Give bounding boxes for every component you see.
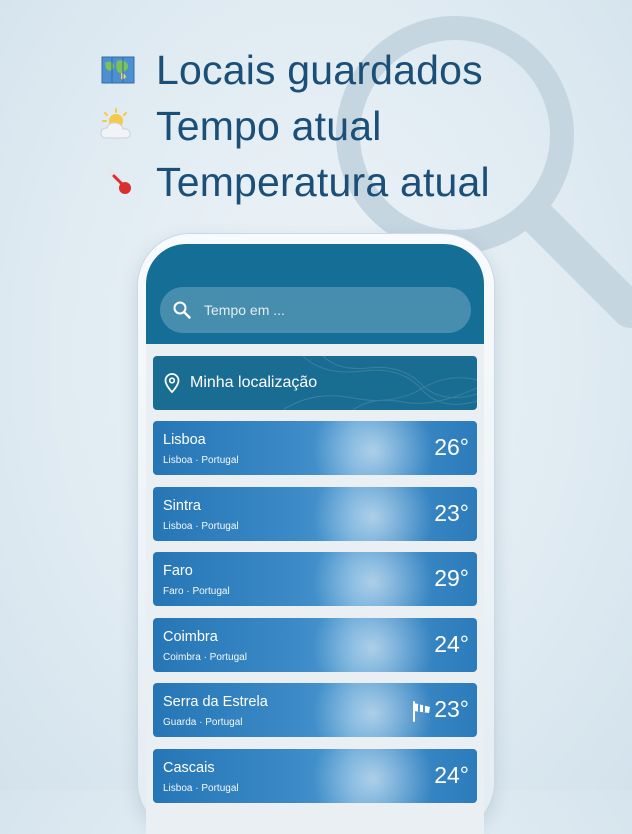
city-temperature: 29°	[434, 565, 469, 591]
city-region: Guarda · Portugal	[163, 717, 243, 728]
search-bar[interactable]	[160, 287, 471, 333]
sun-glare-decoration	[303, 618, 443, 672]
city-name: Cascais	[163, 759, 215, 776]
search-input[interactable]	[202, 301, 446, 319]
city-temperature: 26°	[434, 434, 469, 460]
sun-glare-decoration	[303, 552, 443, 606]
city-name: Coimbra	[163, 628, 218, 645]
app-bar	[146, 244, 484, 344]
feature-saved-locations	[98, 42, 490, 98]
windsock-icon	[411, 700, 433, 722]
city-temperature: 24°	[434, 630, 469, 657]
feature-current-weather	[98, 98, 490, 154]
city-region: Lisboa · Portugal	[163, 782, 239, 794]
phone-screen	[146, 244, 484, 834]
city-card[interactable]	[153, 487, 477, 541]
city-temperature: 23°	[434, 499, 469, 526]
feature-label: Locais guardados	[156, 46, 483, 93]
city-region: Coimbra · Portugal	[163, 651, 247, 663]
thermometer-icon	[98, 162, 138, 202]
sun-glare-decoration	[303, 487, 443, 541]
city-region: Lisboa · Portugal	[163, 520, 239, 532]
feature-label: Temperatura atual	[156, 158, 490, 205]
topographic-pattern	[153, 356, 477, 410]
my-location-button[interactable]	[153, 356, 477, 410]
city-card[interactable]	[153, 618, 477, 672]
city-name: Serra da Estrela	[163, 694, 268, 710]
city-name: Faro	[163, 563, 193, 579]
my-location-label: Minha localização	[190, 374, 318, 391]
feature-current-temperature	[98, 154, 490, 210]
feature-label: Tempo atual	[156, 102, 382, 149]
search-icon[interactable]	[172, 300, 192, 320]
map-icon	[98, 50, 138, 90]
city-temperature: 23°	[434, 696, 469, 722]
city-card[interactable]	[153, 683, 477, 737]
feature-list	[98, 42, 490, 210]
sun-glare-decoration	[303, 749, 443, 803]
phone-frame	[138, 234, 494, 834]
location-list	[153, 356, 477, 814]
city-region: Faro · Portugal	[163, 586, 230, 597]
city-temperature: 24°	[434, 761, 469, 788]
city-card[interactable]	[153, 421, 477, 475]
city-name: Lisboa	[163, 432, 206, 448]
city-name: Sintra	[163, 497, 201, 514]
city-region: Lisboa · Portugal	[163, 455, 239, 466]
sun-glare-decoration	[303, 421, 443, 475]
city-card[interactable]	[153, 552, 477, 606]
sun-behind-cloud-icon	[98, 106, 138, 146]
city-card[interactable]	[153, 749, 477, 803]
